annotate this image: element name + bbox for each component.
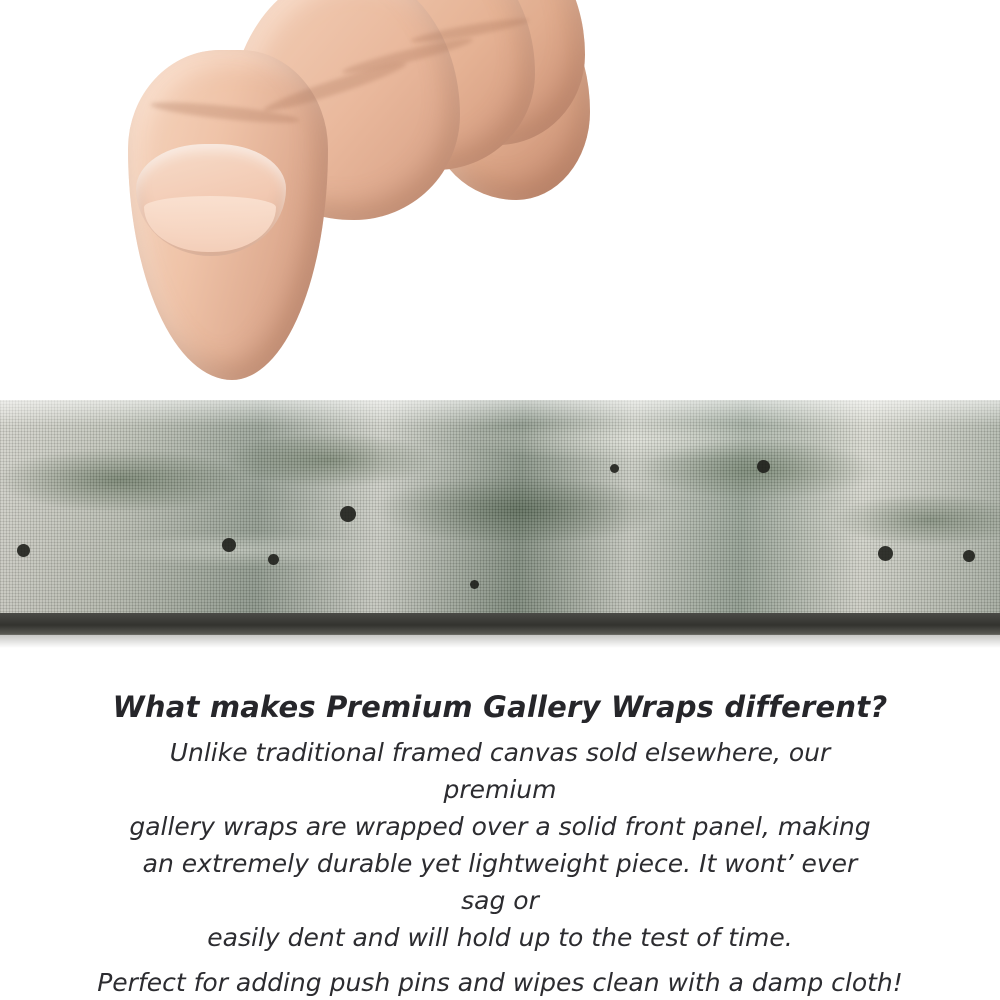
canvas-speck	[757, 460, 770, 473]
caption-block	[0, 690, 1000, 1000]
canvas-speck	[963, 550, 975, 562]
canvas-highlight	[0, 400, 1000, 426]
canvas-speck	[268, 554, 279, 565]
caption-closing-line: Perfect for adding push pins and wipes clean with a damp cloth!	[97, 968, 903, 997]
canvas-speck	[17, 544, 30, 557]
canvas-weave-texture	[0, 400, 1000, 615]
caption-body	[120, 734, 880, 956]
hand-illustration	[110, 0, 580, 430]
canvas-speck	[470, 580, 479, 589]
canvas-speck	[222, 538, 236, 552]
canvas-speck	[340, 506, 356, 522]
caption-body-line: gallery wraps are wrapped over a solid front panel, making	[129, 812, 871, 841]
caption-headline: What makes Premium Gallery Wraps different?	[112, 690, 888, 724]
canvas-speck	[610, 464, 619, 473]
caption-body-line: easily dent and will hold up to the test of time.	[207, 923, 793, 952]
caption-body-line: an extremely durable yet lightweight piece. It wont’ ever sag or	[142, 849, 858, 915]
caption-body-line: Unlike traditional framed canvas sold elsewhere, our premium	[169, 738, 831, 804]
canvas-edge-bevel	[0, 613, 1000, 635]
canvas-drop-shadow	[0, 634, 1000, 648]
canvas-edge-strip	[0, 400, 1000, 615]
canvas-speck	[878, 546, 893, 561]
